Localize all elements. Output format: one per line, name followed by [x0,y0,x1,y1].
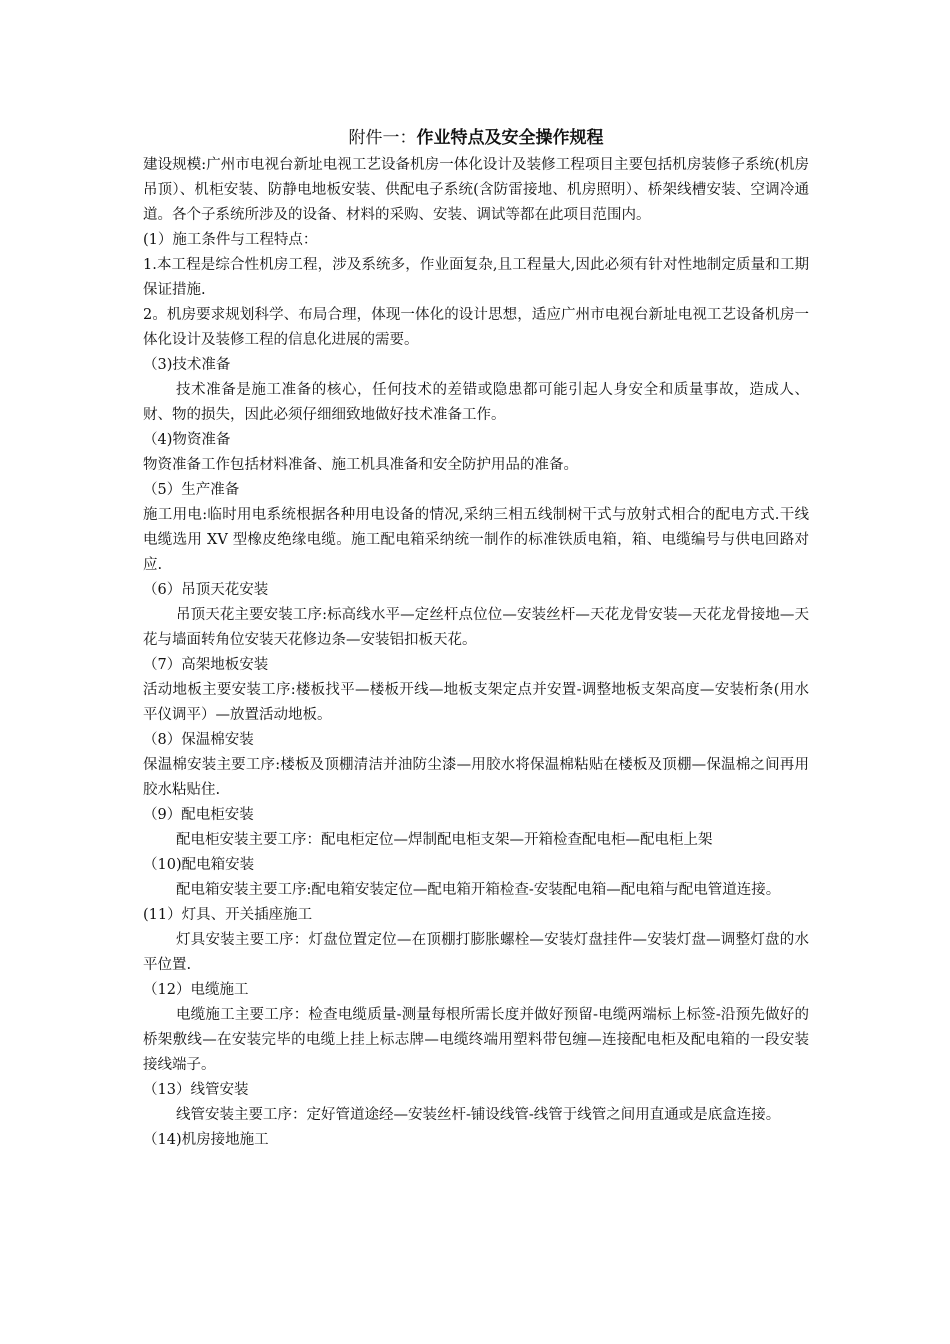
heading-10: （10)配电箱安装 [143,857,255,873]
paragraph-cable: 电缆施工主要工序：检查电缆质量-测量每根所需长度并做好预留-电缆两端标上标签-沿预先做好的桥架敷线—在安装完毕的电缆上挂上标志牌—电缆终端用塑料带包缠—连接配电柜及配电箱的一段安装接线端子。 [143,1007,809,1073]
paragraph-ceiling: 吊顶天花主要安装工序:标高线水平—定丝杆点位位—安装丝杆—天花龙骨安装—天花龙骨接地—天花与墙面转角位安装天花修边条—安装铝扣板天花。 [143,607,809,648]
title-prefix: 附件一： [348,128,417,148]
heading-6: （6）吊顶天花安装 [143,582,269,598]
paragraph-lighting: 灯具安装主要工序：灯盘位置定位—在顶棚打膨胀螺栓—安装灯盘挂件—安装灯盘—调整灯盘的水平位置. [143,932,809,973]
heading-11: (11）灯具、开关插座施工 [143,907,313,923]
paragraph-power: 施工用电:临时用电系统根据各种用电设备的情况,采纳三相五线制树干式与放射式相合的配电方式.干线电缆选用 XV 型橡皮绝缘电缆。施工配电箱采纳统一制作的标准铁质电箱，箱、电缆编号与供电回路对应. [143,507,809,573]
document-page [143,123,809,1153]
title-main: 作业特点及安全操作规程 [416,128,604,148]
paragraph-tech-prep: 技术准备是施工准备的核心，任何技术的差错或隐患都可能引起人身安全和质量事故，造成人、财、物的损失，因此必须仔细细致地做好技术准备工作。 [143,382,809,423]
paragraph-scope: 建设规模:广州市电视台新址电视工艺设备机房一体化设计及装修工程项目主要包括机房装修子系统(机房吊顶）、机柜安装、防静电地板安装、供配电子系统(含防雷接地、机房照明）、桥架线槽安装、空调冷通道。各个子系统所涉及的设备、材料的采购、安装、调试等都在此项目范围内。 [143,157,809,223]
paragraph-floor: 活动地板主要安装工序:楼板找平—楼板开线—地板支架定点并安置-调整地板支架高度—安装桁条(用水平仪调平）—放置活动地板。 [143,682,809,723]
paragraph-conduit: 线管安装主要工序：定好管道途经—安装丝杆-铺设线管-线管于线管之间用直通或是底盒连接。 [176,1107,781,1123]
heading-1: (1）施工条件与工程特点： [143,232,318,248]
heading-14: （14)机房接地施工 [143,1132,269,1148]
heading-7: （7）高架地板安装 [143,657,269,673]
paragraph-feature-1: 1.本工程是综合性机房工程，涉及系统多，作业面复杂,且工程量大,因此必须有针对性地制定质量和工期保证措施. [143,257,809,298]
heading-9: （9）配电柜安装 [143,807,254,823]
heading-5: （5）生产准备 [143,482,240,498]
heading-3: （3)技术准备 [143,357,231,373]
heading-12: （12）电缆施工 [143,982,249,998]
paragraph-material-prep: 物资准备工作包括材料准备、施工机具准备和安全防护用品的准备。 [143,457,578,473]
heading-8: （8）保温棉安装 [143,732,254,748]
paragraph-distribution-box: 配电箱安装主要工序:配电箱安装定位—配电箱开箱检查-安装配电箱—配电箱与配电管道连接。 [176,882,781,898]
heading-4: （4)物资准备 [143,432,231,448]
paragraph-feature-2: 2。机房要求规划科学、布局合理，体现一体化的设计思想，适应广州市电视台新址电视工艺设备机房一体化设计及装修工程的信息化进展的需要。 [143,307,809,348]
document-title [143,123,809,153]
paragraph-cabinet: 配电柜安装主要工序：配电柜定位—焊制配电柜支架—开箱检查配电柜—配电柜上架 [176,832,713,848]
heading-13: （13）线管安装 [143,1082,249,1098]
paragraph-insulation: 保温棉安装主要工序:楼板及顶棚清洁并油防尘漆—用胶水将保温棉粘贴在楼板及顶棚—保温棉之间再用胶水粘贴住. [143,757,809,798]
